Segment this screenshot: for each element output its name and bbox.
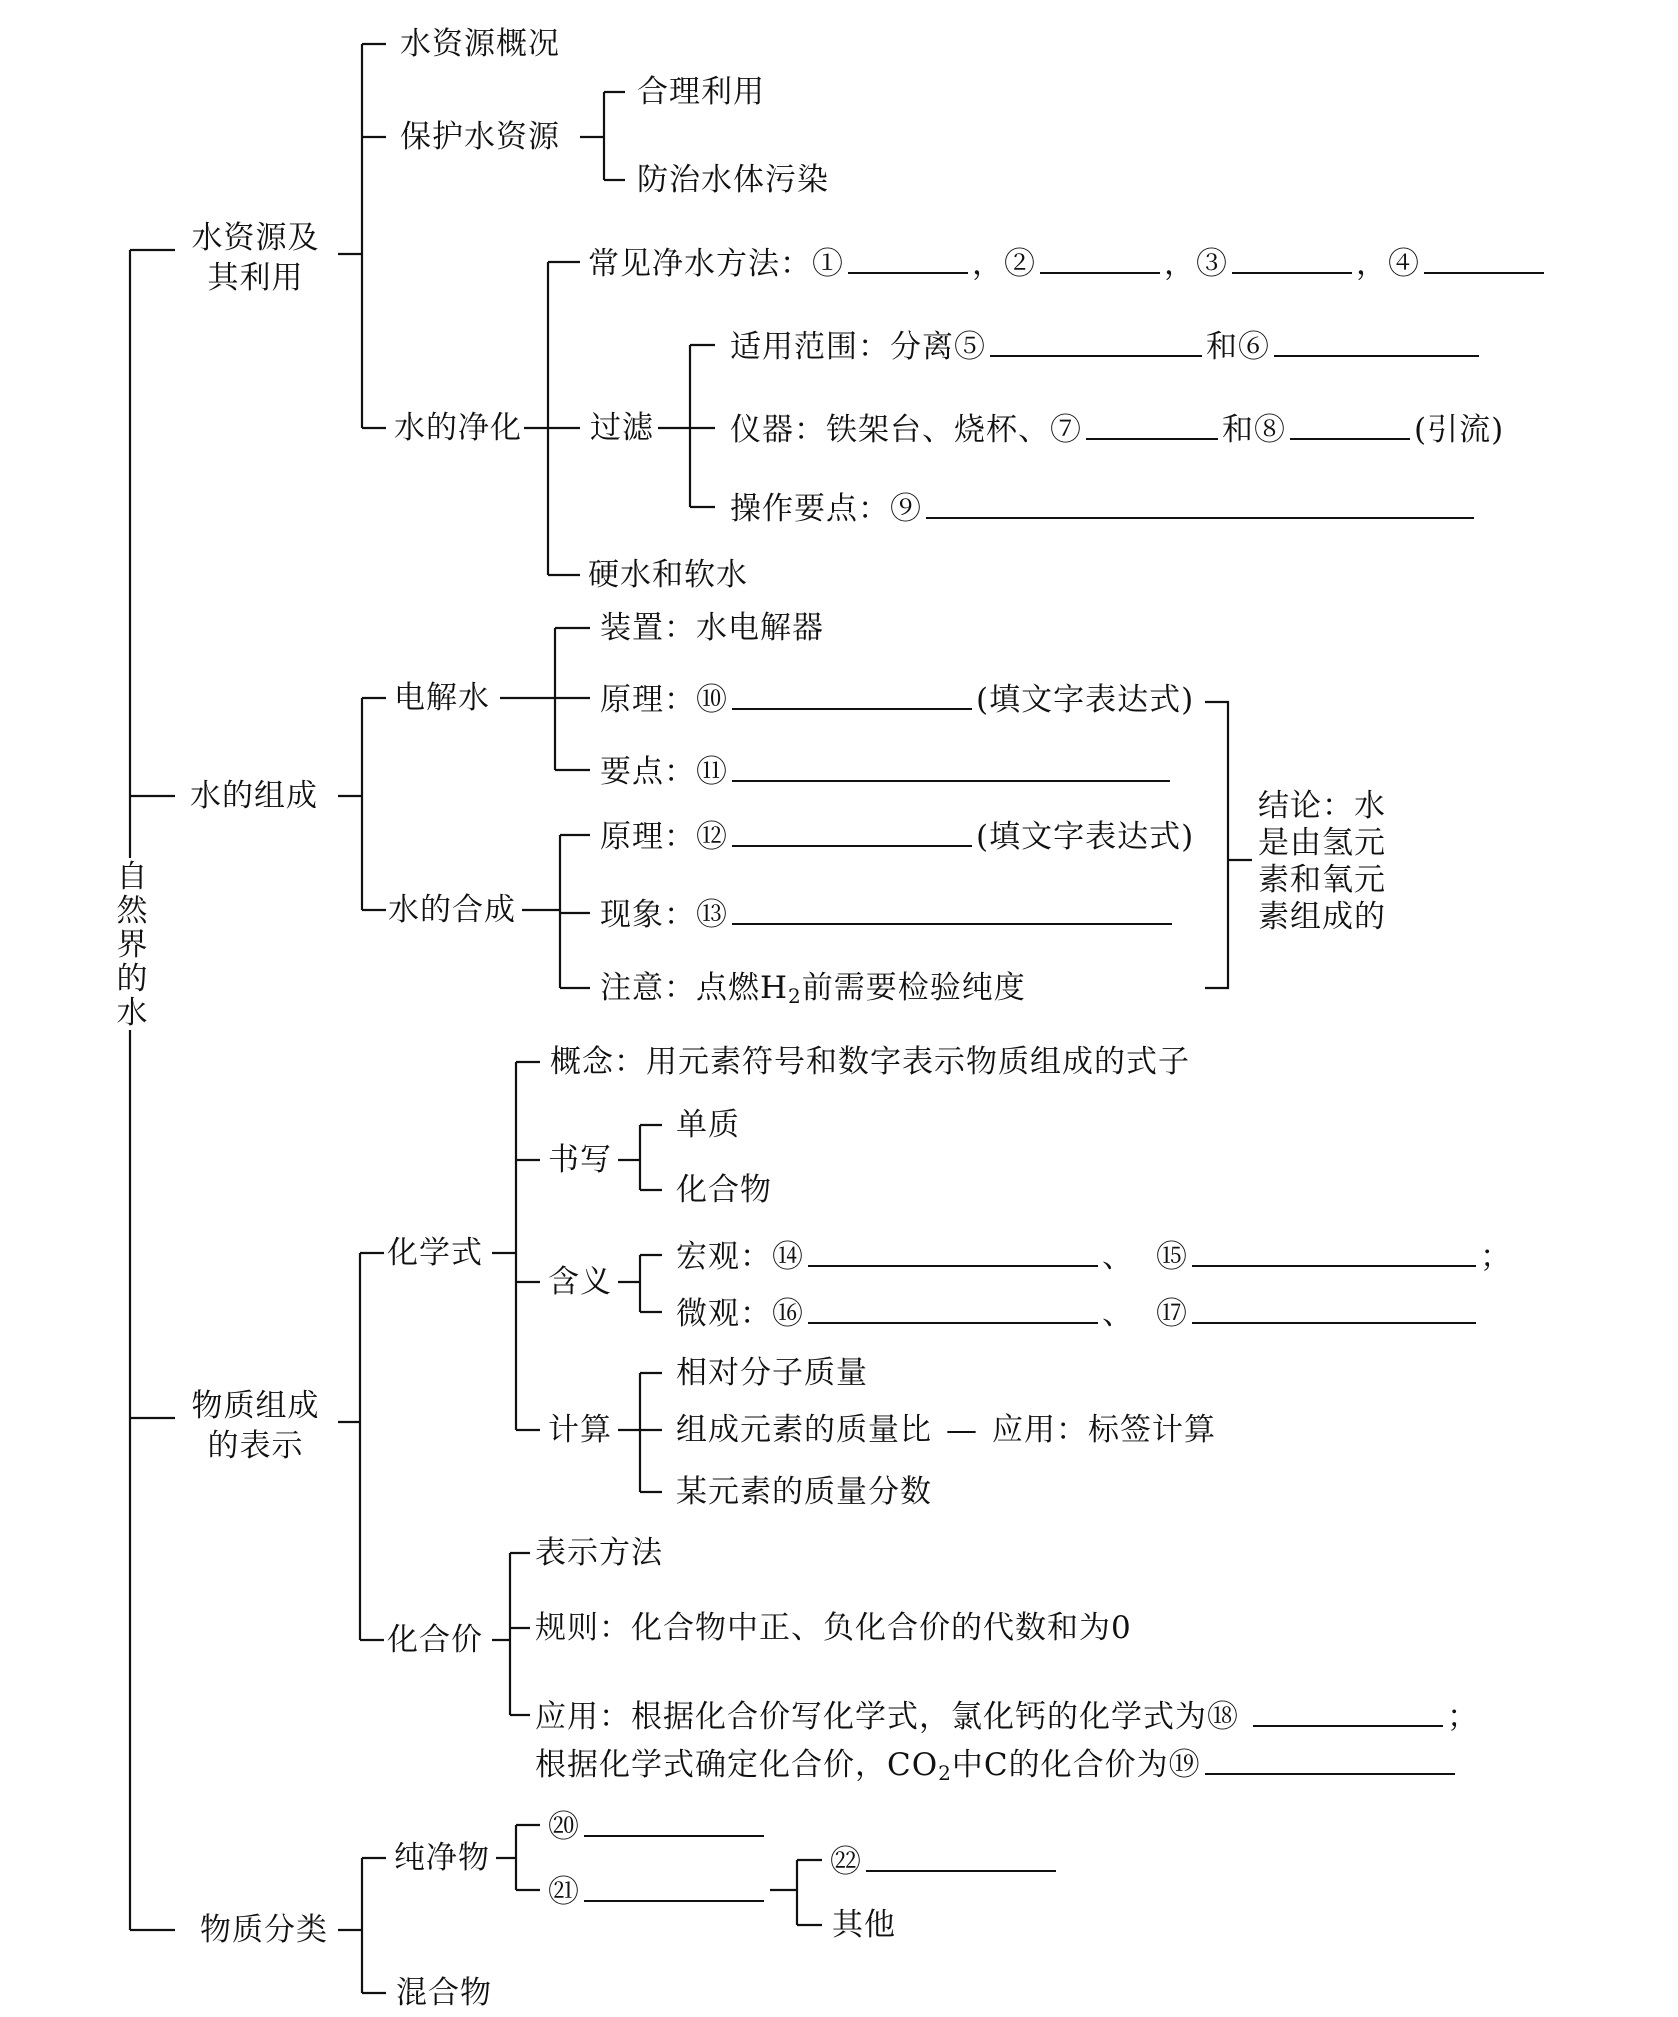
conclusion-line3: 素和氧元	[1258, 862, 1386, 898]
blank-9-number: ⑨	[890, 491, 922, 527]
water-resources-label	[178, 218, 333, 298]
blank-1-number: ①	[812, 246, 844, 282]
blank-7-number: ⑦	[1050, 412, 1082, 448]
blank-3-number: ③	[1196, 246, 1228, 282]
blank-11[interactable]	[732, 750, 1170, 782]
micro-label: 微观：	[676, 1296, 772, 1332]
note-text-b: 前需要检验纯度	[801, 970, 1026, 1006]
valence-application-line2	[535, 1743, 1459, 1793]
blank-3[interactable]	[1232, 242, 1352, 274]
synthesis-phenomenon	[600, 893, 1176, 935]
relative-molecular-mass: 相对分子质量	[676, 1355, 868, 1391]
blank-17-number: ⑰	[1156, 1296, 1188, 1332]
blank-22[interactable]	[866, 1840, 1056, 1872]
blank-8[interactable]	[1290, 408, 1410, 440]
valence-application-line1	[535, 1695, 1479, 1737]
dun-2: 、	[1102, 1296, 1134, 1332]
mass-ratio: 组成元素的质量比	[676, 1412, 932, 1448]
electrolysis-principle	[600, 678, 1194, 720]
blank-6[interactable]	[1274, 325, 1479, 357]
protect-water: 保护水资源	[400, 119, 560, 155]
points-label: 操作要点：	[730, 491, 890, 527]
apply-line1-text: 应用：根据化合价写化学式，氯化钙的化学式为	[535, 1699, 1207, 1735]
blank-20-row	[548, 1805, 768, 1847]
meaning-label: 含义	[548, 1264, 612, 1300]
root-title-char: 水	[116, 995, 148, 1031]
valence-notation: 表示方法	[535, 1535, 663, 1571]
blank-22-row	[830, 1840, 1060, 1882]
prevent-pollution: 防治水体污染	[637, 162, 829, 198]
synthesis-label: 水的合成	[388, 892, 516, 928]
root-title-char: 自	[116, 859, 148, 895]
blank-8-number: ⑧	[1254, 412, 1286, 448]
and-word-1: 和	[1206, 329, 1238, 365]
semicolon-2: ；	[1447, 1699, 1479, 1735]
blank-14-number: ⑭	[772, 1239, 804, 1275]
phenomenon-label: 现象：	[600, 897, 696, 933]
electrolysis-device: 装置：水电解器	[600, 610, 824, 646]
comma-1: ，	[972, 246, 1004, 282]
water-resources-label-line2: 其利用	[207, 260, 304, 296]
root-title-char: 的	[116, 961, 148, 997]
blank-2[interactable]	[1040, 242, 1160, 274]
blank-5-number: ⑤	[954, 329, 986, 365]
representation-label-line2: 的表示	[207, 1428, 304, 1464]
note-subscript: 2	[788, 984, 802, 1008]
macro-label: 宏观：	[676, 1239, 772, 1275]
water-overview: 水资源概况	[400, 26, 560, 62]
reasonable-use: 合理利用	[637, 74, 765, 110]
blank-6-number: ⑥	[1238, 329, 1270, 365]
valence-label: 化合价	[387, 1622, 483, 1658]
other-label: 其他	[832, 1907, 896, 1943]
apply-line2-text-a: 根据化学式确定化合价，CO	[535, 1747, 939, 1783]
root-title-char: 然	[116, 893, 148, 929]
blank-13[interactable]	[732, 893, 1172, 925]
blank-13-number: ⑬	[696, 897, 728, 933]
blank-12-number: ⑫	[696, 819, 728, 855]
purification-label: 水的净化	[394, 410, 522, 446]
scope-label: 适用范围：分离	[730, 329, 954, 365]
blank-21[interactable]	[584, 1870, 764, 1902]
dash: —	[946, 1412, 978, 1448]
filtration-instruments	[730, 408, 1504, 450]
classification-label: 物质分类	[200, 1912, 328, 1948]
blank-22-number: ㉒	[830, 1844, 862, 1880]
blank-4-number: ④	[1388, 246, 1420, 282]
conclusion-line1: 结论：水	[1258, 788, 1386, 824]
filtration-scope	[730, 325, 1483, 367]
methods-label: 常见净水方法：	[588, 246, 812, 282]
mass-ratio-row	[676, 1410, 1216, 1450]
filtration-points	[730, 487, 1478, 529]
blank-12[interactable]	[732, 815, 972, 847]
blank-18-number: ⑱	[1207, 1699, 1239, 1735]
blank-19-number: ⑲	[1168, 1747, 1201, 1783]
conclusion	[1258, 788, 1386, 936]
blank-20-number: ⑳	[548, 1809, 580, 1845]
co2-subscript: 2	[938, 1761, 952, 1785]
element-substance: 单质	[676, 1107, 740, 1143]
blank-11-number: ⑪	[696, 754, 728, 790]
meaning-macro	[676, 1235, 1512, 1277]
fill-word-eq-2: (填文字表达式)	[976, 819, 1195, 855]
blank-21-row	[548, 1870, 768, 1912]
compound: 化合物	[676, 1172, 772, 1208]
apply-line2-text-b: 中C的化合价为	[951, 1747, 1169, 1783]
semicolon-1: ；	[1480, 1239, 1512, 1275]
dun-1: 、	[1102, 1239, 1134, 1275]
composition-label: 水的组成	[190, 778, 318, 814]
representation-label-line1: 物质组成	[191, 1388, 320, 1424]
blank-5[interactable]	[990, 325, 1202, 357]
blank-9[interactable]	[926, 487, 1474, 519]
blank-2-number: ②	[1004, 246, 1036, 282]
blank-21-number: ㉑	[548, 1874, 580, 1910]
comma-3: ，	[1356, 246, 1388, 282]
conclusion-line2: 是由氢元	[1258, 825, 1386, 861]
root-title	[112, 860, 152, 1030]
meaning-micro	[676, 1292, 1480, 1334]
writing-label: 书写	[548, 1142, 612, 1178]
formula-concept: 概念：用元素符号和数字表示物质组成的式子	[550, 1044, 1190, 1080]
blank-7[interactable]	[1086, 408, 1218, 440]
blank-15[interactable]	[1192, 1235, 1476, 1267]
blank-19[interactable]	[1205, 1743, 1455, 1775]
and-word-2: 和	[1222, 412, 1254, 448]
guide-flow-note: (引流)	[1414, 412, 1505, 448]
hard-soft-water: 硬水和软水	[588, 557, 748, 593]
valence-rule: 规则：化合物中正、负化合价的代数和为0	[535, 1610, 1132, 1646]
blank-20[interactable]	[584, 1805, 764, 1837]
principle-label-2: 原理：	[600, 819, 696, 855]
electrolysis-key-points	[600, 750, 1174, 792]
blank-18[interactable]	[1253, 1695, 1443, 1727]
blank-10-number: ⑩	[696, 682, 728, 718]
representation-label	[178, 1386, 333, 1466]
blank-17[interactable]	[1192, 1292, 1476, 1324]
water-resources-label-line1: 水资源及	[191, 220, 320, 256]
purification-methods	[588, 242, 1548, 284]
blank-14[interactable]	[808, 1235, 1098, 1267]
formula-label: 化学式	[387, 1235, 483, 1271]
key-label: 要点：	[600, 754, 696, 790]
note-text-a: 注意：点燃H	[600, 970, 789, 1006]
root-title-char: 界	[116, 927, 148, 963]
synthesis-principle	[600, 815, 1194, 857]
principle-label-1: 原理：	[600, 682, 696, 718]
filtration-label: 过滤	[590, 410, 654, 446]
instruments-label: 仪器：铁架台、烧杯、	[730, 412, 1050, 448]
blank-16-number: ⑯	[772, 1296, 804, 1332]
blank-10[interactable]	[732, 678, 972, 710]
mixture: 混合物	[396, 1975, 492, 2011]
label-calculation-app: 应用：标签计算	[992, 1412, 1216, 1448]
blank-4[interactable]	[1424, 242, 1544, 274]
pure-substance: 纯净物	[394, 1840, 490, 1876]
calculation-label: 计算	[548, 1412, 612, 1448]
fill-word-eq-1: (填文字表达式)	[976, 682, 1195, 718]
synthesis-note	[600, 968, 1026, 1016]
comma-2: ，	[1164, 246, 1196, 282]
blank-1[interactable]	[848, 242, 968, 274]
electrolysis-label: 电解水	[394, 680, 490, 716]
conclusion-line4: 素组成的	[1258, 899, 1386, 935]
blank-16[interactable]	[808, 1292, 1098, 1324]
mass-fraction: 某元素的质量分数	[676, 1474, 932, 1510]
blank-15-number: ⑮	[1156, 1239, 1188, 1275]
